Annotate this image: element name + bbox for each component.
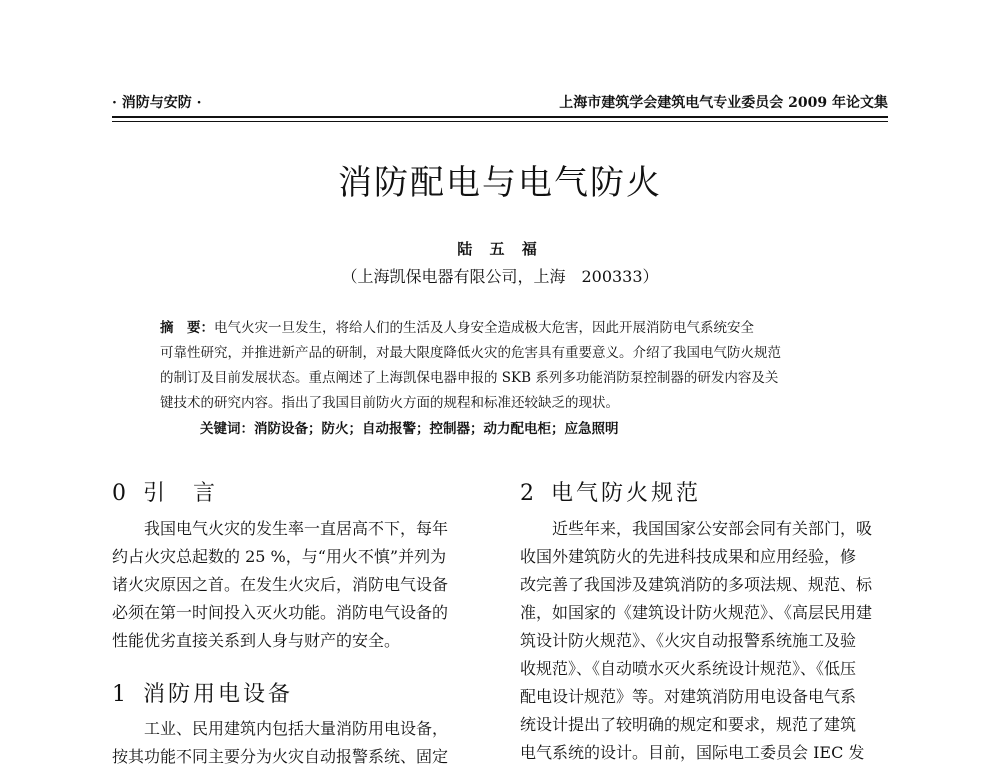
abstract [160, 316, 840, 416]
abstract-line: 键技术的研究内容。指出了我国目前防火方面的规程和标准还较缺乏的现状。 [160, 395, 619, 411]
text-line: 工业、民用建筑内包括大量消防用电设备， [112, 719, 449, 738]
text-line: 按其功能不同主要分为火灾自动报警系统、固定 [112, 747, 449, 766]
text-line: 约占火灾总起数的 25 %，与“用火不慎”并列为 [112, 547, 447, 566]
intro-paragraph [112, 515, 448, 655]
abstract-line [160, 316, 840, 341]
keywords-text: 消防设备；防火；自动报警；控制器；动力配电柜；应急照明 [254, 421, 619, 437]
fire-code-paragraph [520, 515, 872, 767]
text-line: 诸火灾原因之首。在发生火灾后，消防电气设备 [112, 575, 449, 594]
keywords [200, 417, 619, 437]
text-line: 我国电气火灾的发生率一直居高不下，每年 [112, 519, 449, 538]
header-rule-thin [112, 121, 888, 122]
abstract-line: 的制订及目前发展状态。重点阐述了上海凯保电器申报的 SKB 系列多功能消防泵控制器的研发内容及关 [160, 370, 779, 386]
equipment-paragraph [112, 715, 448, 771]
running-header-journal: 上海市建筑学会建筑电气专业委员会 2009 年论文集 [559, 95, 888, 111]
text-line: 收国外建筑防火的先进科技成果和应用经验，修 [520, 547, 857, 566]
section-heading-fire-code [520, 476, 701, 507]
section-title: 电气防火规范 [551, 481, 702, 506]
paper-title: 消防配电与电气防火 [338, 163, 662, 203]
abstract-line: 可靠性研究，并推进新产品的研制，对最大限度降低火灾的危害具有重要意义。介绍了我国电气防火规范 [160, 345, 781, 361]
author-name: 陆 五 福 [457, 240, 543, 258]
text-line: 近些年来，我国国家公安部会同有关部门，吸 [520, 519, 873, 538]
section-title: 消防用电设备 [143, 682, 294, 707]
text-line: 电气系统的设计。目前，国际电工委员会 IEC 发 [520, 743, 865, 762]
text-line: 配电设计规范》等。对建筑消防用电设备电气系 [520, 687, 857, 706]
text-line: 收规范》、《自动喷水灭火系统设计规范》、《低压 [520, 659, 857, 678]
section-number: 1 [112, 682, 129, 707]
section-number: 0 [112, 481, 129, 506]
running-header-section: · 消防与安防 · [112, 95, 202, 111]
text-line: 改完善了我国涉及建筑消防的多项法规、规范、标 [520, 575, 873, 594]
text-line: 统设计提出了较明确的规定和要求，规范了建筑 [520, 715, 857, 734]
header-rule-thick [112, 116, 888, 118]
section-heading-intro [112, 476, 218, 507]
text-line: 性能优劣直接关系到人身与财产的安全。 [112, 631, 401, 650]
section-number: 2 [520, 481, 537, 506]
section-title: 引 言 [143, 481, 219, 506]
abstract-label: 摘 要： [160, 320, 214, 336]
section-heading-equipment [112, 677, 293, 708]
text-line: 准，如国家的《建筑设计防火规范》、《高层民用建 [520, 603, 873, 622]
abstract-text: 电气火灾一旦发生，将给人们的生活及人身安全造成极大危害，因此开展消防电气系统安全 [214, 320, 754, 336]
text-line: 必须在第一时间投入灭火功能。消防电气设备的 [112, 603, 449, 622]
keywords-label: 关键词： [200, 421, 254, 437]
text-line: 筑设计防火规范》、《火灾自动报警系统施工及验 [520, 631, 857, 650]
author-affiliation: （上海凯保电器有限公司，上海 200333） [341, 267, 659, 286]
